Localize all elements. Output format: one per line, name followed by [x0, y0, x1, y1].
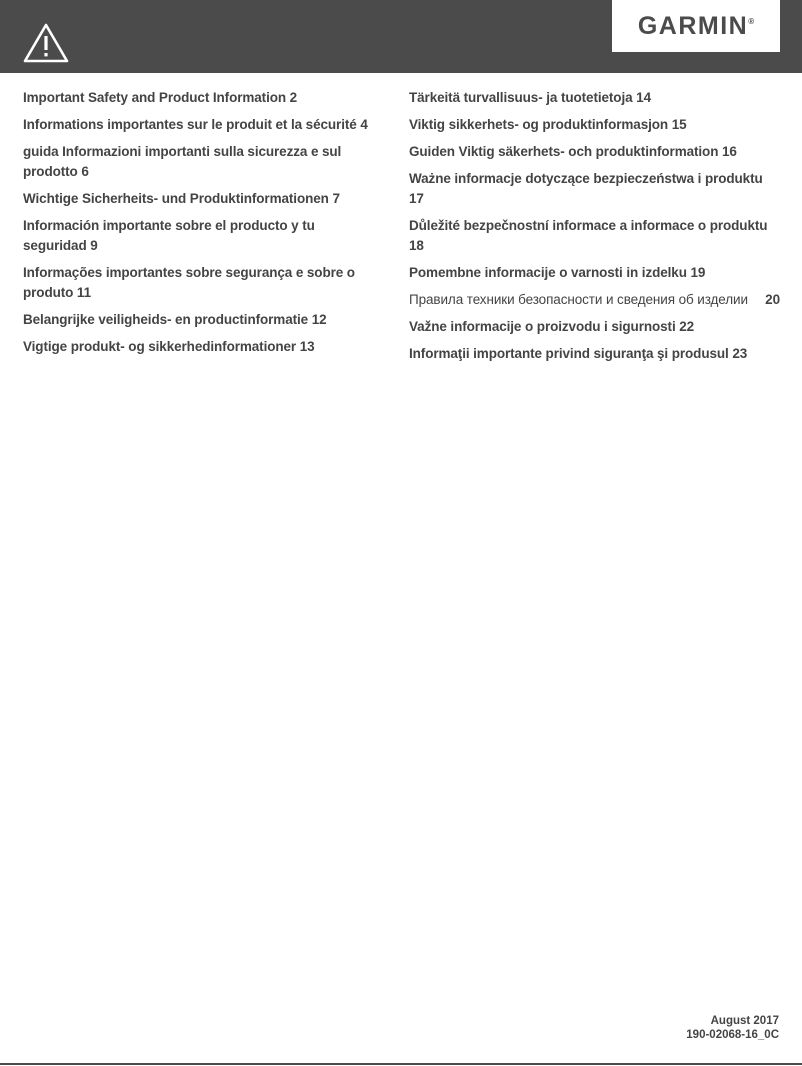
- toc-item-dutch[interactable]: Belangrijke veiligheids- en productinformatie 12: [23, 312, 327, 327]
- toc-item-romanian[interactable]: Informaţii importante privind siguranţa şi produsul 23: [409, 346, 748, 361]
- footer-part-number: 190-02068-16_0C: [686, 1029, 779, 1041]
- footer-rule: [0, 1063, 802, 1065]
- warning-triangle-icon: [22, 22, 70, 64]
- toc-item-spanish[interactable]: Información importante sobre el producto y tu seguridad 9: [23, 218, 315, 253]
- toc-item-german[interactable]: Wichtige Sicherheits- und Produktinformationen 7: [23, 191, 340, 206]
- toc-item-russian-title: Правила техники безопасности и сведения об изделии: [409, 292, 748, 307]
- toc-item-finnish[interactable]: Tärkeitä turvallisuus- ja tuotetietoja 14: [409, 90, 651, 105]
- footer-date: August 2017: [710, 1015, 779, 1027]
- logo-registered-mark: ®: [748, 17, 755, 26]
- toc-item-polish[interactable]: Ważne informacje dotyczące bezpieczeństwa i produktu 17: [409, 171, 763, 206]
- toc-item-norwegian[interactable]: Viktig sikkerhets- og produktinformasjon 15: [409, 117, 687, 132]
- toc-item-czech[interactable]: Důležité bezpečnostní informace a informace o produktu 18: [409, 218, 768, 253]
- toc-item-french[interactable]: Informations importantes sur le produit et la sécurité 4: [23, 117, 368, 132]
- toc-right-column: [409, 88, 781, 371]
- footer: [686, 1014, 779, 1042]
- toc-item-croatian[interactable]: Važne informacije o proizvodu i sigurnosti 22: [409, 319, 695, 334]
- toc-left-column: [23, 88, 375, 364]
- header-bar: [0, 0, 802, 73]
- garmin-logo: [612, 0, 780, 52]
- toc-item-danish[interactable]: Vigtige produkt- og sikkerhedinformationer 13: [23, 339, 315, 354]
- toc-item-russian[interactable]: [409, 290, 781, 310]
- toc-item-swedish[interactable]: Guiden Viktig säkerhets- och produktinformation 16: [409, 144, 737, 159]
- toc-item-english[interactable]: Important Safety and Product Information 2: [23, 90, 298, 105]
- toc-item-italian[interactable]: guida Informazioni importanti sulla sicurezza e sul prodotto 6: [23, 144, 342, 179]
- toc-item-slovenian[interactable]: Pomembne informacije o varnosti in izdelku 19: [409, 265, 706, 280]
- toc-item-russian-page: 20: [765, 292, 780, 307]
- toc-item-portuguese[interactable]: Informações importantes sobre segurança e sobre o produto 11: [23, 265, 355, 300]
- logo-wordmark: GARMIN: [637, 12, 749, 40]
